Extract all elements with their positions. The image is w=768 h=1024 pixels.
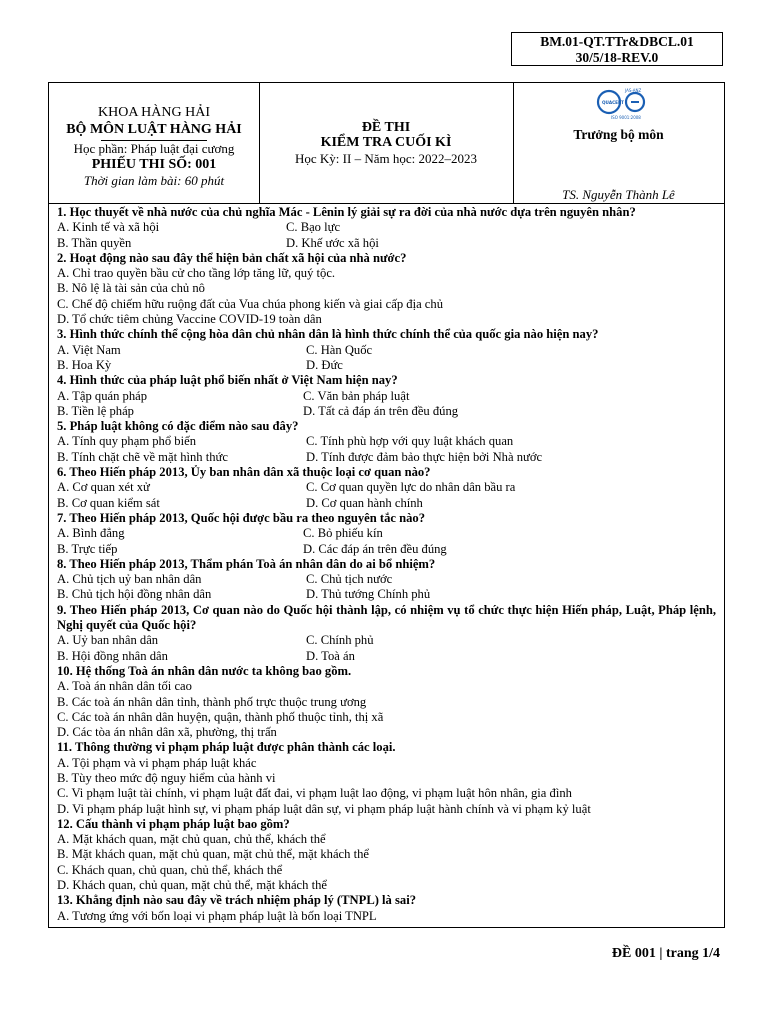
answer-option[interactable]: D. Tính được đảm bảo thực hiện bởi Nhà nước [306,449,543,464]
answer-option[interactable]: B. Thần quyền [57,235,132,250]
exam-title: ĐỀ THI [361,120,411,135]
answer-option[interactable]: B. Tính chặt chẽ về mặt hình thức [57,449,228,464]
answer-option[interactable]: B. Chủ tịch hội đồng nhân dân [57,587,212,602]
question-text: 8. Theo Hiến pháp 2013, Thẩm phán Toà án nhân dân do ai bổ nhiệm? [57,556,436,571]
quacert-logo-icon [595,87,651,121]
answer-row [57,343,716,358]
answer-row [57,633,716,648]
exam-type: KIỂM TRA CUỐI KÌ [320,135,452,150]
answer-option[interactable]: D. Toà án [306,648,355,663]
answer-option[interactable]: C. Khách quan, chủ quan, chủ thể, khách thể [57,862,283,877]
answer-option[interactable]: C. Tính phù hợp với quy luật khách quan [306,434,514,449]
answer-option[interactable]: C. Các toà án nhân dân huyện, quận, thành phố thuộc tỉnh, thị xã [57,709,384,724]
question-text: 1. Học thuyết về nhà nước của chủ nghĩa Mác - Lênin lý giải sự ra đời của nhà nước dựa trên nguyên nhân? [57,205,636,219]
answer-option[interactable]: C. Chế độ chiếm hữu ruộng đất của Vua chúa phong kiến và giai cấp địa chủ [57,296,443,311]
page-footer [612,946,720,962]
question-text: 2. Hoạt động nào sau đây thể hiện bản chất xã hội của nhà nước? [57,250,407,265]
answer-option[interactable]: B. Hoa Kỳ [57,357,112,372]
question-text: 6. Theo Hiến pháp 2013, Ủy ban nhân dân xã thuộc loại cơ quan nào? [57,465,431,480]
answer-option[interactable]: D. Tất cả đáp án trên đều đúng [303,403,459,418]
answer-option[interactable]: D. Thủ tướng Chính phủ [306,587,431,602]
answer-option[interactable]: B. Các toà án nhân dân tỉnh, thành phố trực thuộc trung ương [57,694,367,709]
answer-option[interactable]: D. Cơ quan hành chính [306,495,423,510]
page-number: | trang 1/4 [659,946,720,961]
answer-option[interactable]: A. Toà án nhân dân tối cao [57,679,192,694]
form-code-box [511,32,723,66]
semester: Học Kỳ: II – Năm học: 2022–2023 [295,151,477,166]
department-name: BỘ MÔN LUẬT HÀNG HẢI [66,122,242,137]
question-text: 13. Khẳng định nào sau đây về trách nhiệm pháp lý (TNPL) là sai? [57,893,416,908]
answer-option[interactable]: A. Tập quán pháp [57,388,148,403]
answer-option[interactable]: B. Tiền lệ pháp [57,403,134,418]
form-code-line-1: BM.01-QT.TTr&DBCL.01 [540,34,694,49]
answer-row [57,542,716,557]
answer-option[interactable]: B. Mặt khách quan, mặt chủ quan, mặt chủ thể, mặt khách thể [57,847,369,862]
course-name: Học phần: Pháp luật đại cương [73,141,235,156]
head-of-department-name: TS. Nguyễn Thành Lê [562,187,675,202]
answer-option[interactable]: A. Chỉ trao quyền bầu cử cho tầng lớp tăng lữ, quý tộc. [57,266,336,281]
answer-option[interactable]: A. Mặt khách quan, mặt chủ quan, chủ thể, khách thể [57,832,326,847]
answer-option[interactable]: A. Kinh tế và xã hội [57,220,160,235]
answer-option[interactable]: C. Hàn Quốc [306,342,373,357]
answer-option[interactable]: B. Hội đồng nhân dân [57,648,168,663]
exam-code: ĐỀ 001 [611,946,656,961]
answer-row [57,220,716,235]
question-text: 7. Theo Hiến pháp 2013, Quốc hội được bầu ra theo nguyên tắc nào? [57,510,426,525]
answer-option[interactable]: D. Đức [306,357,343,372]
answer-option[interactable]: C. Chính phủ [306,633,374,648]
question-text: 5. Pháp luật không có đặc điểm nào sau đây? [57,419,299,434]
answer-option[interactable]: A. Chủ tịch uỷ ban nhân dân [57,572,202,587]
answer-option[interactable]: C. Cơ quan quyền lực do nhân dân bầu ra [306,480,516,495]
answer-row [57,358,716,373]
answer-option[interactable]: C. Văn bản pháp luật [303,388,410,403]
answer-option[interactable]: D. Các tòa án nhân dân xã, phường, thị trấn [57,725,277,740]
exam-header [48,82,725,204]
question-text: 9. Theo Hiến pháp 2013, Cơ quan nào do Quốc hội thành lập, có nhiệm vụ tổ chức thực hiện Hiến pháp, Luật, Pháp lệnh, Nghị quyết của Quốc hội? [57,602,716,633]
answer-row [57,496,716,511]
exam-duration: Thời gian làm bài: 60 phút [83,173,225,188]
question-text: 12. Cấu thành vi phạm pháp luật bao gồm? [57,816,290,831]
answer-option[interactable]: A. Cơ quan xét xử [57,480,150,495]
answer-row [57,572,716,587]
answer-option[interactable]: C. Chủ tịch nước [306,572,393,587]
answer-row [57,649,716,664]
answer-option[interactable]: D. Khế ước xã hội [286,235,379,250]
answer-row [57,450,716,465]
answer-row [57,480,716,495]
answer-row [57,526,716,541]
logo-bottom-text: ISO 9001:2008 [611,115,641,120]
faculty-name: KHOA HÀNG HẢI [98,105,210,120]
answer-option[interactable]: A. Bình đẳng [57,526,125,541]
answer-option[interactable]: A. Tương ứng với bốn loại vi phạm pháp luật là bốn loại TNPL [57,908,377,923]
form-code-line-2: 30/5/18-REV.0 [575,50,659,65]
answer-option[interactable]: A. Tính quy phạm phổ biến [57,434,196,449]
question-text: 11. Thông thường vi phạm pháp luật được phân thành các loại. [57,740,396,755]
answer-option[interactable]: D. Vi phạm pháp luật hình sự, vi phạm pháp luật dân sự, vi phạm pháp luật hành chính và vi phạm kỷ luật [57,801,591,816]
head-of-department-title: Trưởng bộ môn [573,127,664,142]
answer-row [57,236,716,251]
answer-option[interactable]: A. Tội phạm và vi phạm pháp luật khác [57,755,257,770]
answer-option[interactable]: B. Trực tiếp [57,541,118,556]
answer-option[interactable]: A. Việt Nam [57,342,121,357]
question-text: 4. Hình thức của pháp luật phổ biến nhất ở Việt Nam hiện nay? [57,373,398,388]
header-right-cell [513,83,724,203]
answer-row [57,404,716,419]
answer-option[interactable]: C. Bỏ phiếu kín [303,526,383,541]
answer-option[interactable]: B. Nô lệ là tài sản của chủ nô [57,281,205,296]
question-list [48,203,725,928]
answer-option[interactable]: D. Các đáp án trên đều đúng [303,541,447,556]
question-text: 10. Hệ thống Toà án nhân dân nước ta không bao gồm. [57,663,352,678]
answer-option[interactable]: D. Tổ chức tiêm chủng Vaccine COVID-19 toàn dân [57,312,322,327]
answer-row [57,389,716,404]
logo-main-text: QUACERT [602,100,624,105]
header-center-cell [259,83,514,203]
sheet-number: PHIẾU THI SỐ: 001 [91,157,217,172]
answer-row [57,434,716,449]
header-left-cell [49,83,260,203]
answer-option[interactable]: C. Bạo lực [286,220,341,235]
answer-option[interactable]: A. Uỷ ban nhân dân [57,633,159,648]
question-text: 3. Hình thức chính thể cộng hòa dân chủ nhân dân là hình thức chính thể của quốc gia nào hiện nay? [57,327,599,342]
answer-option[interactable]: B. Cơ quan kiểm sát [57,495,160,510]
answer-option[interactable]: D. Khách quan, chủ quan, mặt chủ thể, mặt khách thể [57,878,327,893]
logo-top-text: JAS-ANZ [625,88,642,93]
answer-row [57,587,716,602]
answer-option[interactable]: B. Tùy theo mức độ nguy hiểm của hành vi [57,770,276,785]
answer-option[interactable]: C. Vi phạm luật tài chính, vi phạm luật đất đai, vi phạm luật lao động, vi phạm luật hôn nhân, gia đình [57,786,572,801]
